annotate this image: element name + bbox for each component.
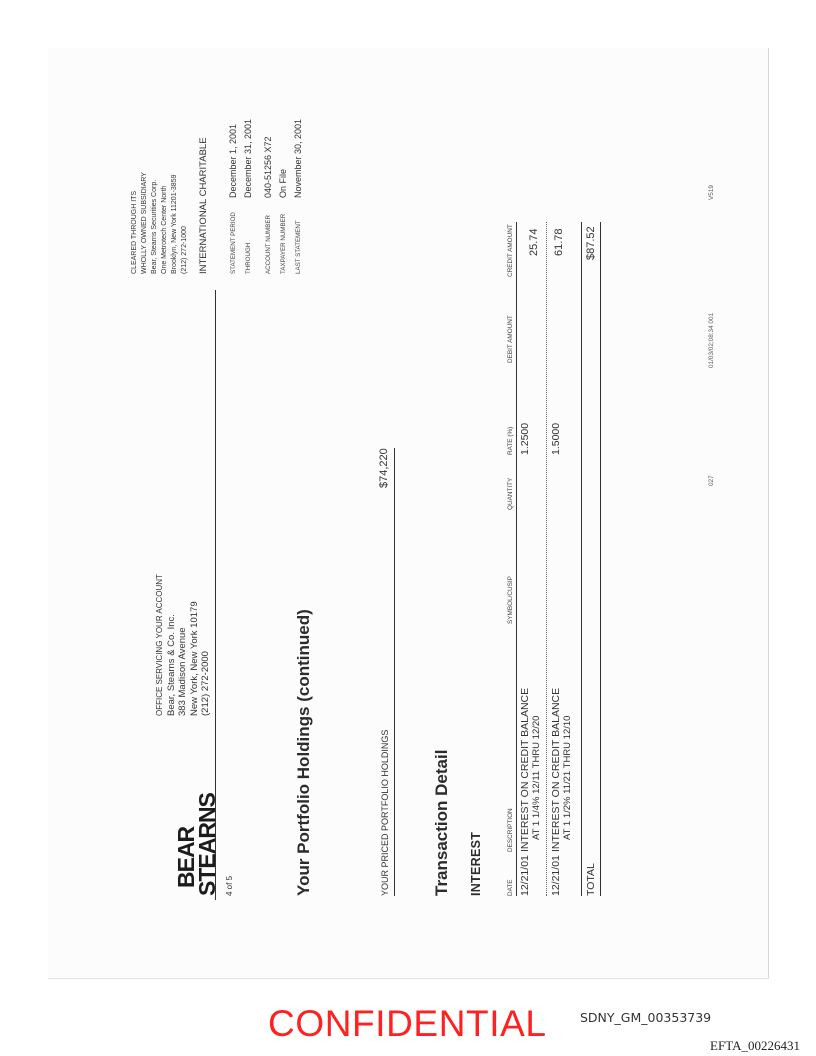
taxpayer-number-value: On File: [278, 168, 288, 198]
footer-code-3: V519: [708, 185, 715, 200]
efta-number: EFTA_00226431: [710, 1038, 800, 1053]
table-row-2-description-2: AT 1 1/2% 11/21 THRU 12/10: [562, 715, 573, 840]
statement-period-label: STATEMENT PERIOD: [230, 212, 237, 274]
table-row-1-description-2: AT 1 1/4% 12/11 THRU 12/20: [531, 715, 542, 840]
confidential-stamp: CONFIDENTIAL: [268, 1003, 547, 1044]
office-heading: OFFICE SERVICING YOUR ACCOUNT: [155, 574, 164, 716]
row-separator-2: [581, 222, 582, 896]
clearing-line-6: (212) 272-1000: [181, 226, 188, 274]
account-name: INTERNATIONAL CHARITABLE: [198, 137, 209, 274]
col-header-credit: CREDIT AMOUNT: [507, 224, 514, 277]
table-row-2-credit: 61.78: [553, 228, 565, 256]
table-row-2-rate: 1.5000: [550, 422, 562, 455]
row-separator-1: [546, 222, 547, 896]
clearing-line-3: Bear, Stearns Securities Corp.: [151, 179, 158, 274]
interest-section-heading: INTEREST: [469, 831, 483, 896]
through-value: December 31, 2001: [243, 118, 253, 198]
table-row-1-date: 12/21/01: [519, 855, 531, 896]
last-statement-label: LAST STATEMENT: [295, 220, 302, 274]
page-number: 4 of 5: [225, 875, 234, 896]
header-underline: [516, 222, 517, 896]
col-header-date: DATE: [507, 879, 514, 896]
office-line-3: New York, New York 10179: [188, 601, 200, 716]
col-header-debit: DEBIT AMOUNT: [507, 315, 514, 363]
header-rule: [215, 290, 216, 900]
logo-line-2: STEARNS: [194, 793, 220, 896]
footer-code-1: 027: [708, 475, 715, 486]
scanned-document-page: [48, 48, 769, 979]
last-statement-value: November 30, 2001: [293, 118, 303, 198]
total-value: $87.52: [585, 226, 597, 260]
col-header-rate: RATE (%): [507, 426, 514, 455]
total-label: TOTAL: [585, 863, 597, 896]
table-row-2-description: INTEREST ON CREDIT BALANCE: [550, 687, 562, 852]
col-header-quantity: QUANTITY: [507, 477, 514, 510]
col-header-description: DESCRIPTION: [507, 808, 514, 852]
total-rule: [600, 222, 601, 896]
account-number-label: ACCOUNT NUMBER: [265, 214, 272, 274]
priced-holdings-label: YOUR PRICED PORTFOLIO HOLDINGS: [380, 729, 390, 896]
clearing-line-4: One Metrotech Center North: [161, 185, 168, 274]
footer-code-2: 01/03/02;08:34 001: [708, 312, 715, 368]
transaction-detail-title: Transaction Detail: [432, 749, 451, 896]
table-row-1-rate: 1.2500: [519, 422, 531, 455]
office-line-4: (212) 272-2000: [200, 651, 211, 716]
holdings-title: Your Portfolio Holdings (continued): [294, 609, 313, 896]
office-line-2: 383 Madison Avenue: [177, 627, 188, 716]
table-row-2-date: 12/21/01: [550, 855, 562, 896]
col-header-symbol: SYMBOL/CUSIP: [507, 576, 514, 624]
office-servicing-block: [154, 574, 212, 716]
table-row-1-description: INTEREST ON CREDIT BALANCE: [519, 687, 531, 852]
statement-page-rotated: [88, 98, 728, 928]
logo-line-1: BEAR: [173, 826, 199, 888]
holdings-rule: [394, 448, 395, 896]
clearing-line-1: CLEARED THROUGH ITS: [131, 190, 138, 274]
clearing-line-5: Brooklyn, New York 11201-3859: [171, 174, 178, 274]
table-row-1-credit: 25.74: [528, 228, 540, 256]
clearing-block: [130, 172, 190, 274]
clearing-line-2: WHOLLY OWNED SUBSIDIARY: [141, 172, 148, 274]
through-label: THROUGH: [245, 242, 252, 274]
taxpayer-number-label: TAXPAYER NUMBER: [280, 213, 287, 274]
office-line-1: Bear, Stearns & Co. Inc.: [165, 614, 177, 716]
account-number-value: 040-51256 X72: [263, 136, 273, 198]
priced-holdings-value: $74,220: [378, 448, 390, 488]
statement-period-value: December 1, 2001: [228, 123, 238, 198]
bates-number: SDNY_GM_00353739: [580, 1010, 712, 1025]
bear-stearns-logo: [173, 793, 220, 896]
